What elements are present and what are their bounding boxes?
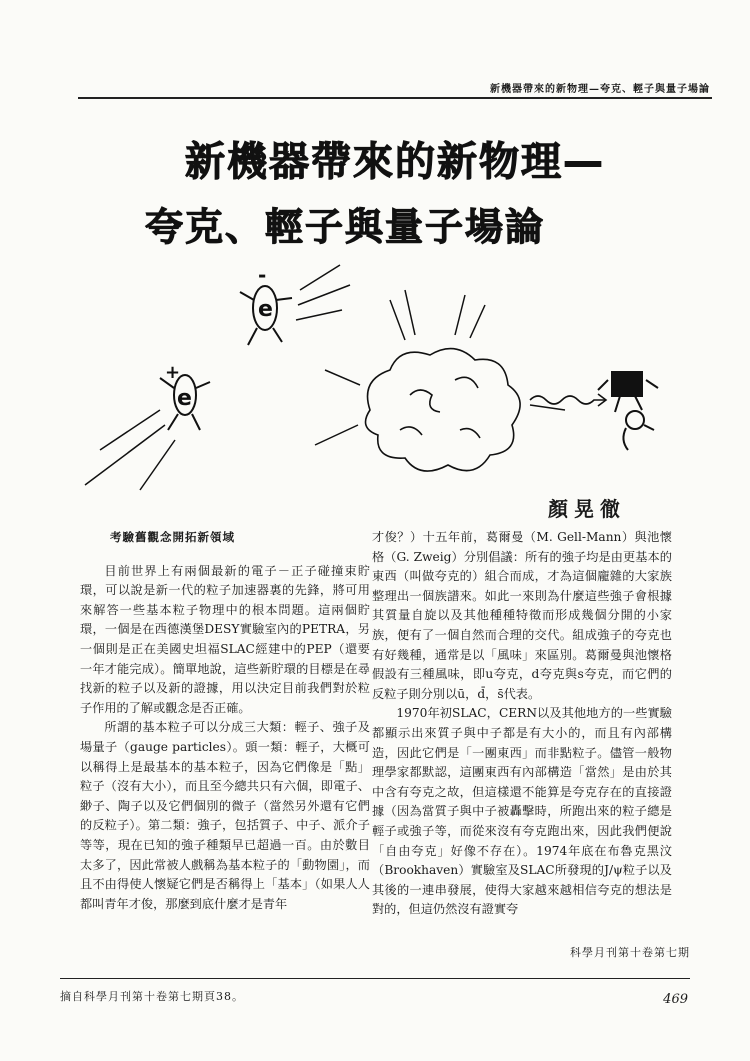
text-column-right — [372, 528, 672, 920]
page-number: 469 — [663, 992, 688, 1007]
electron-speed-lines — [296, 265, 350, 320]
collision-burst — [366, 349, 521, 472]
outgoing-particle-cartoon — [598, 372, 658, 450]
paragraph: 才俊？）十五年前，葛爾曼（M. Gell-Mann）與池懷格（G. Zweig）分別倡議：所有的強子均是由更基本的東西（叫做夸克的）組合而成，才為這個龐雜的大家族整理出一個族譜來。如此一來則為什麼這些強子會根據其質量自旋以及其他種種特徵而形成幾個分開的小家族，便有了一個自然而合理的交代。組成強子的夸克也有好幾種，通常是以「風味」來區別。葛爾曼與池懷格假設有三種風味，即u夸克，d夸克與s夸克，而它們的反粒子則分別以ū，d̄，s̄代表。 — [372, 530, 672, 701]
header-rule — [78, 97, 712, 99]
electron-charge: - — [258, 263, 267, 287]
author-name: 顏晃徹 — [548, 497, 626, 521]
positron-charge: + — [165, 362, 181, 383]
article-title-line-1: 新機器帶來的新物理— — [185, 139, 605, 185]
source-note: 摘自科學月刊第十卷第七期頁38。 — [60, 990, 244, 1003]
paragraph: 所謂的基本粒子可以分成三大類：輕子、強子及場量子（gauge particles）。頭一類：輕子，大概可以稱得上是最基本的基本粒子，因為它們像是「點」粒子（沒有大小），而且至今總共只有六個，即電子、緲子、陶子以及它們個別的微子（當然另外還有它們的反粒子）。第二類：強子，包括質子、中子、派介子等等，現在已知的強子種類早已超過一百。由於數目太多了，因此常被人戲稱為基本粒子的「動物園」，而且不由得使人懷疑它們是否稱得上「基本」（如果人人都叫青年才俊，那麼到底什麼才是青年 — [80, 720, 370, 911]
section-heading: 考驗舊觀念開拓新領域 — [110, 530, 235, 544]
running-header: 新機器帶來的新物理—夸克、輕子與量子場論 — [490, 84, 710, 95]
footer-rule — [60, 978, 690, 979]
paragraph: 1970年初SLAC，CERN以及其他地方的一些實驗都顯示出來質子與中子都是有大小的，而且有內部構造，因此它們是「一團東西」而非點粒子。儘管一般物理學家都默認，這團東西有內部構造「當然」是由於其中含有夸克之故，但這樣還不能算是夸克存在的直接證據（因為當質子與中子被轟擊時，所跑出來的粒子總是輕子或強子等，而從來沒有夸克跑出來，因此我們便說「自由夸克」好像不存在）。1974年底在布魯克黑汶（Brookhaven）實驗室及SLAC所發現的J/ψ粒子以及其後的一連串發展，使得大家越來越相信夸克的想法是對的，但這仍然沒有證實夸 — [372, 706, 672, 917]
journal-issue-footer: 科學月刊第十卷第七期 — [570, 946, 690, 959]
particle-collision-illustration — [60, 260, 700, 510]
positron-speed-lines — [85, 410, 175, 490]
text-column-left — [80, 528, 370, 914]
positron-label: e — [177, 386, 192, 411]
outgoing-wave-arrow — [530, 396, 605, 404]
paragraph: 目前世界上有兩個最新的電子－正子碰撞束貯環，可以說是新一代的粒子加速器裏的先鋒，將可用來解答一些基本粒子物理中的根本問題。這兩個貯環，一個是在西德漢堡DESY實驗室內的PETRA，另一個則是正在美國史坦福SLAC經建中的PEP（還要一年才能完成）。簡單地說，這些新貯環的目標是在尋找新的粒子以及新的證據，用以決定目前我們對於粒子作用的了解或觀念是否正確。 — [80, 563, 370, 715]
article-title-line-2: 夸克、輕子與量子場論 — [144, 205, 545, 249]
burst-rays — [315, 290, 565, 445]
electron-label: e — [258, 297, 273, 322]
